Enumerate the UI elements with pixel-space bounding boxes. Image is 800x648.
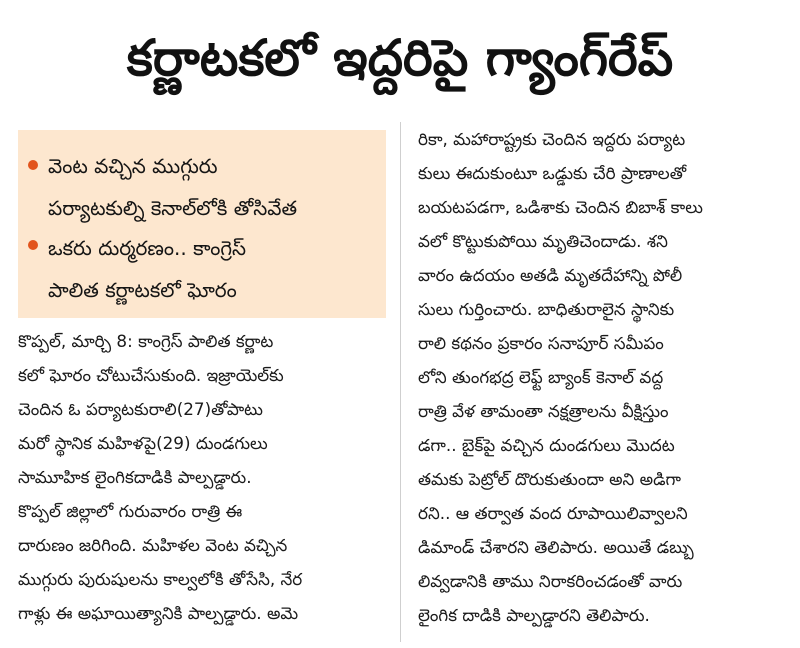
bullet-icon <box>28 240 38 250</box>
body-line: కులు ఈదుకుంటూ ఒడ్డుకు చేరి ప్రాణాలతో <box>418 163 687 183</box>
body-line: చెందిన ఓ పర్యాటకురాలి(27)తోపాటు <box>18 399 263 419</box>
article-column-left <box>18 320 386 648</box>
body-line: బయటపడగా, ఒడిశాకు చెందిన బిబాశ్ కాలు <box>418 197 703 217</box>
column-divider <box>400 122 401 642</box>
body-line: సామూహిక లైంగికదాడికి పాల్పడ్డారు. <box>18 467 252 487</box>
highlight-line: వెంట వచ్చిన ముగ్గురు <box>48 154 218 178</box>
body-line: కలో ఘోరం చోటుచేసుకుంది. ఇజ్రాయెల్‌కు <box>18 365 284 385</box>
body-line: లైంగిక దాడికి పాల్పడ్డారని తెలిపారు. <box>418 605 650 625</box>
body-line: రికా, మహారాష్ట్రకు చెందిన ఇద్దరు పర్యాట <box>418 129 686 149</box>
body-line: సులు గుర్తించారు. బాధితురాలైన స్థానికు <box>418 299 675 319</box>
body-line: వలో కొట్టుకుపోయి మృతిచెందాడు. శని <box>418 231 668 251</box>
body-line: ముగ్గురు పురుషులను కాల్వలోకి తోసేసి, నేర <box>18 569 303 589</box>
body-line: రాత్రి వేళ తామంతా నక్షత్రాలను వీక్షిస్తుం <box>418 401 669 421</box>
body-line: లివ్వడానికి తాము నిరాకరించడంతో వారు <box>418 571 683 591</box>
highlight-line: పర్యాటకుల్ని కెనాల్‌లోకి తోసివేత <box>48 196 298 220</box>
body-line: డిమాండ్ చేశారని తెలిపారు. అయితే డబ్బు <box>418 537 694 557</box>
body-line: మరో స్థానిక మహిళపై(29) దుండగులు <box>18 433 268 453</box>
bullet-icon <box>28 160 38 170</box>
body-line: కొప్పల్ జిల్లాలో గురువారం రాత్రి ఈ <box>18 501 243 521</box>
body-line: గాళ్లు ఈ అఘాయిత్యానికి పాల్పడ్డారు. అమె <box>18 603 299 623</box>
body-line: రాలి కథనం ప్రకారం సనాపూర్ సమీపం <box>418 333 664 353</box>
body-line: లోని తుంగభద్ర లెఫ్ట్ బ్యాంక్ కెనాల్ వద్ద <box>418 367 664 387</box>
highlight-line: పాలిత కర్ణాటకలో ఘోరం <box>48 278 237 302</box>
body-line: రని.. ఆ తర్వాత వంద రూపాయిలివ్వాలని <box>418 503 688 523</box>
body-line: దారుణం జరిగింది. మహిళల వెంట వచ్చిన <box>18 535 288 555</box>
highlight-box <box>18 130 386 318</box>
body-line: డగా.. బైక్‌పై వచ్చిన దుండగులు మొదట <box>418 435 675 455</box>
body-line: కొప్పల్, మార్చి 8: కాంగ్రెస్ పాలిత కర్ణాట <box>18 331 274 351</box>
headline: కర్ణాటకలో ఇద్దరిపై గ్యాంగ్‌రేప్ <box>126 29 674 87</box>
body-line: వారం ఉదయం అతడి మృతదేహాన్ని పోలీ <box>418 265 683 285</box>
highlight-line: ఒకరు దుర్మరణం.. కాంగ్రెస్ <box>48 236 247 260</box>
article-column-right <box>418 120 786 648</box>
body-line: తమకు పెట్రోల్ దొరుకుతుందా అని అడిగా <box>418 469 681 489</box>
